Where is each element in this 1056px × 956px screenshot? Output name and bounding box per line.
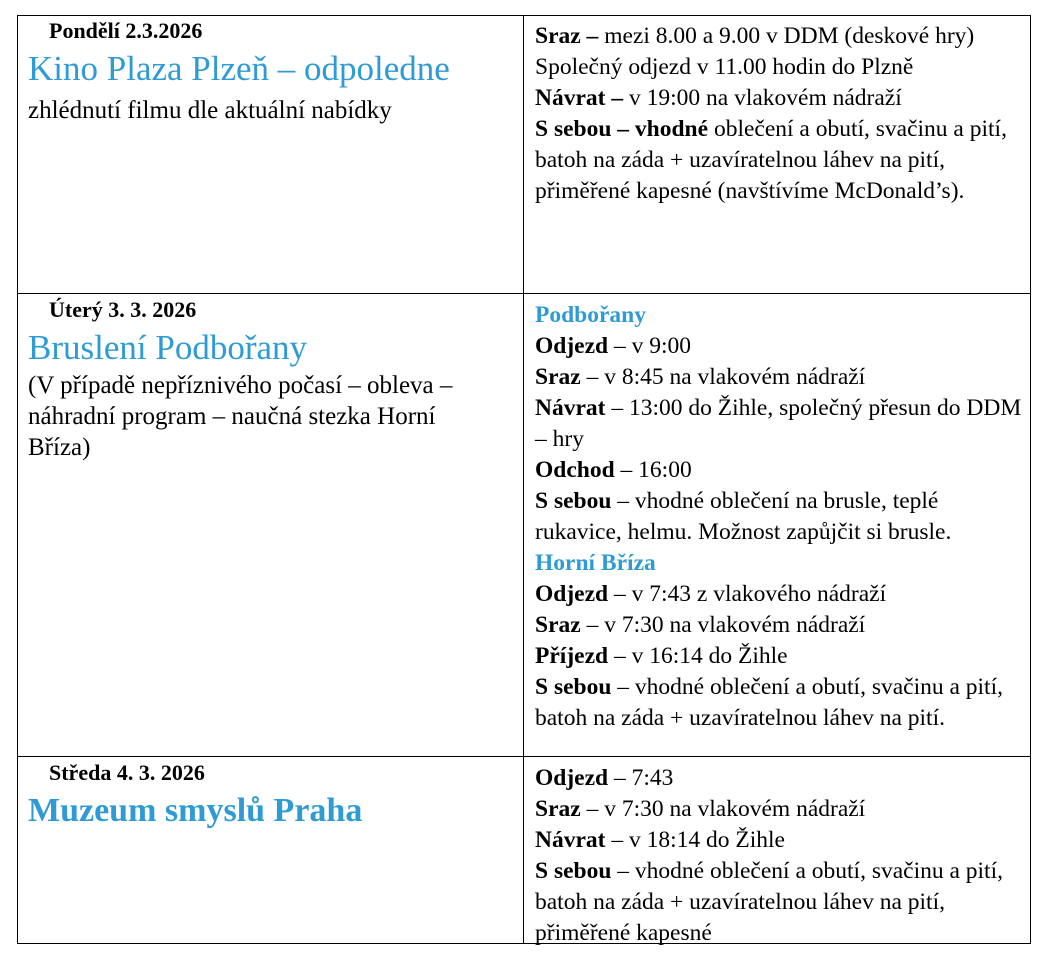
detail-line	[535, 641, 1025, 672]
event-title: Bruslení Podbořany	[28, 328, 308, 367]
detail-line	[535, 83, 1025, 114]
detail-line	[535, 393, 1025, 455]
detail-label: Odjezd	[535, 581, 609, 607]
detail-text: – v 7:30 na vlakovém nádraží	[580, 612, 866, 638]
detail-label: Sraz	[535, 612, 581, 638]
detail-label: Odjezd	[535, 765, 609, 791]
event-details	[535, 21, 1025, 207]
event-details	[535, 763, 1025, 949]
detail-text: oblečení a obutí, svačinu a pití, batoh na záda + uzavíratelnou láhev na pití, přiměřené kapesné (navštívíme McDonald’s).	[535, 116, 1007, 204]
detail-text: – 7:43	[608, 765, 674, 791]
detail-line	[535, 21, 1025, 52]
detail-line	[535, 455, 1025, 486]
detail-label: S sebou	[535, 858, 612, 884]
detail-label: Sraz –	[535, 23, 599, 49]
detail-line	[535, 856, 1025, 949]
detail-text: v 19:00 na vlakovém nádraží	[623, 85, 902, 111]
detail-line	[535, 794, 1025, 825]
detail-text: – v 8:45 na vlakovém nádraží	[580, 364, 866, 390]
detail-text: – v 7:43 z vlakového nádraží	[608, 581, 887, 607]
detail-label: Sraz	[535, 796, 581, 822]
detail-label: Návrat	[535, 827, 606, 853]
detail-line	[535, 362, 1025, 393]
detail-line	[535, 486, 1025, 548]
table-row	[17, 15, 1031, 294]
detail-text: – 16:00	[614, 457, 692, 483]
day-heading: Středa 4. 3. 2026	[49, 760, 205, 785]
event-description: (V případě nepříznivého počasí – obleva – náhradní program – naučná stezka Horní Bříza)	[28, 372, 453, 461]
detail-label: Odjezd	[535, 333, 609, 359]
detail-text: – v 9:00	[608, 333, 692, 359]
day-heading: Pondělí 2.3.2026	[49, 18, 203, 43]
table-row	[17, 757, 1031, 944]
subsection-title: Horní Bříza	[535, 550, 656, 576]
detail-label: S sebou	[535, 674, 612, 700]
detail-line	[535, 610, 1025, 641]
detail-text: mezi 8.00 a 9.00 v DDM (deskové hry)	[598, 23, 975, 49]
table-row	[17, 294, 1031, 757]
detail-label: S sebou – vhodné	[535, 116, 709, 142]
detail-text: – v 7:30 na vlakovém nádraží	[580, 796, 866, 822]
subsection-title: Podbořany	[535, 302, 646, 328]
detail-line	[535, 331, 1025, 362]
day-heading: Úterý 3. 3. 2026	[49, 297, 197, 322]
detail-label: Odchod	[535, 457, 615, 483]
detail-line	[535, 114, 1025, 207]
detail-text: – vhodné oblečení a obutí, svačinu a pití, batoh na záda + uzavíratelnou láhev na pití.	[535, 674, 1003, 731]
detail-line	[535, 52, 1025, 83]
detail-text: – vhodné oblečení na brusle, teplé rukavice, helmu. Možnost zapůjčit si brusle.	[535, 488, 952, 545]
detail-label: Návrat –	[535, 85, 624, 111]
detail-text: – v 18:14 do Žihle	[605, 827, 785, 853]
detail-text: – 13:00 do Žihle, společný přesun do DDM – hry	[535, 395, 1022, 452]
detail-line	[535, 579, 1025, 610]
detail-text: – v 16:14 do Žihle	[608, 643, 788, 669]
detail-label: Sraz	[535, 364, 581, 390]
detail-label: Návrat	[535, 395, 606, 421]
detail-text: Společný odjezd v 11.00 hodin do Plzně	[535, 54, 914, 80]
detail-line	[535, 825, 1025, 856]
detail-label: Příjezd	[535, 643, 609, 669]
detail-label: S sebou	[535, 488, 612, 514]
event-description: zhlédnutí filmu dle aktuální nabídky	[28, 97, 392, 124]
event-title: Kino Plaza Plzeň – odpoledne	[28, 49, 450, 88]
event-details	[535, 300, 1025, 734]
detail-text: – vhodné oblečení a obutí, svačinu a pití, batoh na záda + uzavíratelnou láhev na pití, přiměřené kapesné	[535, 858, 1003, 946]
detail-line	[535, 672, 1025, 734]
event-title: Muzeum smyslů Praha	[28, 792, 363, 829]
schedule-table	[17, 15, 1031, 944]
detail-line	[535, 763, 1025, 794]
